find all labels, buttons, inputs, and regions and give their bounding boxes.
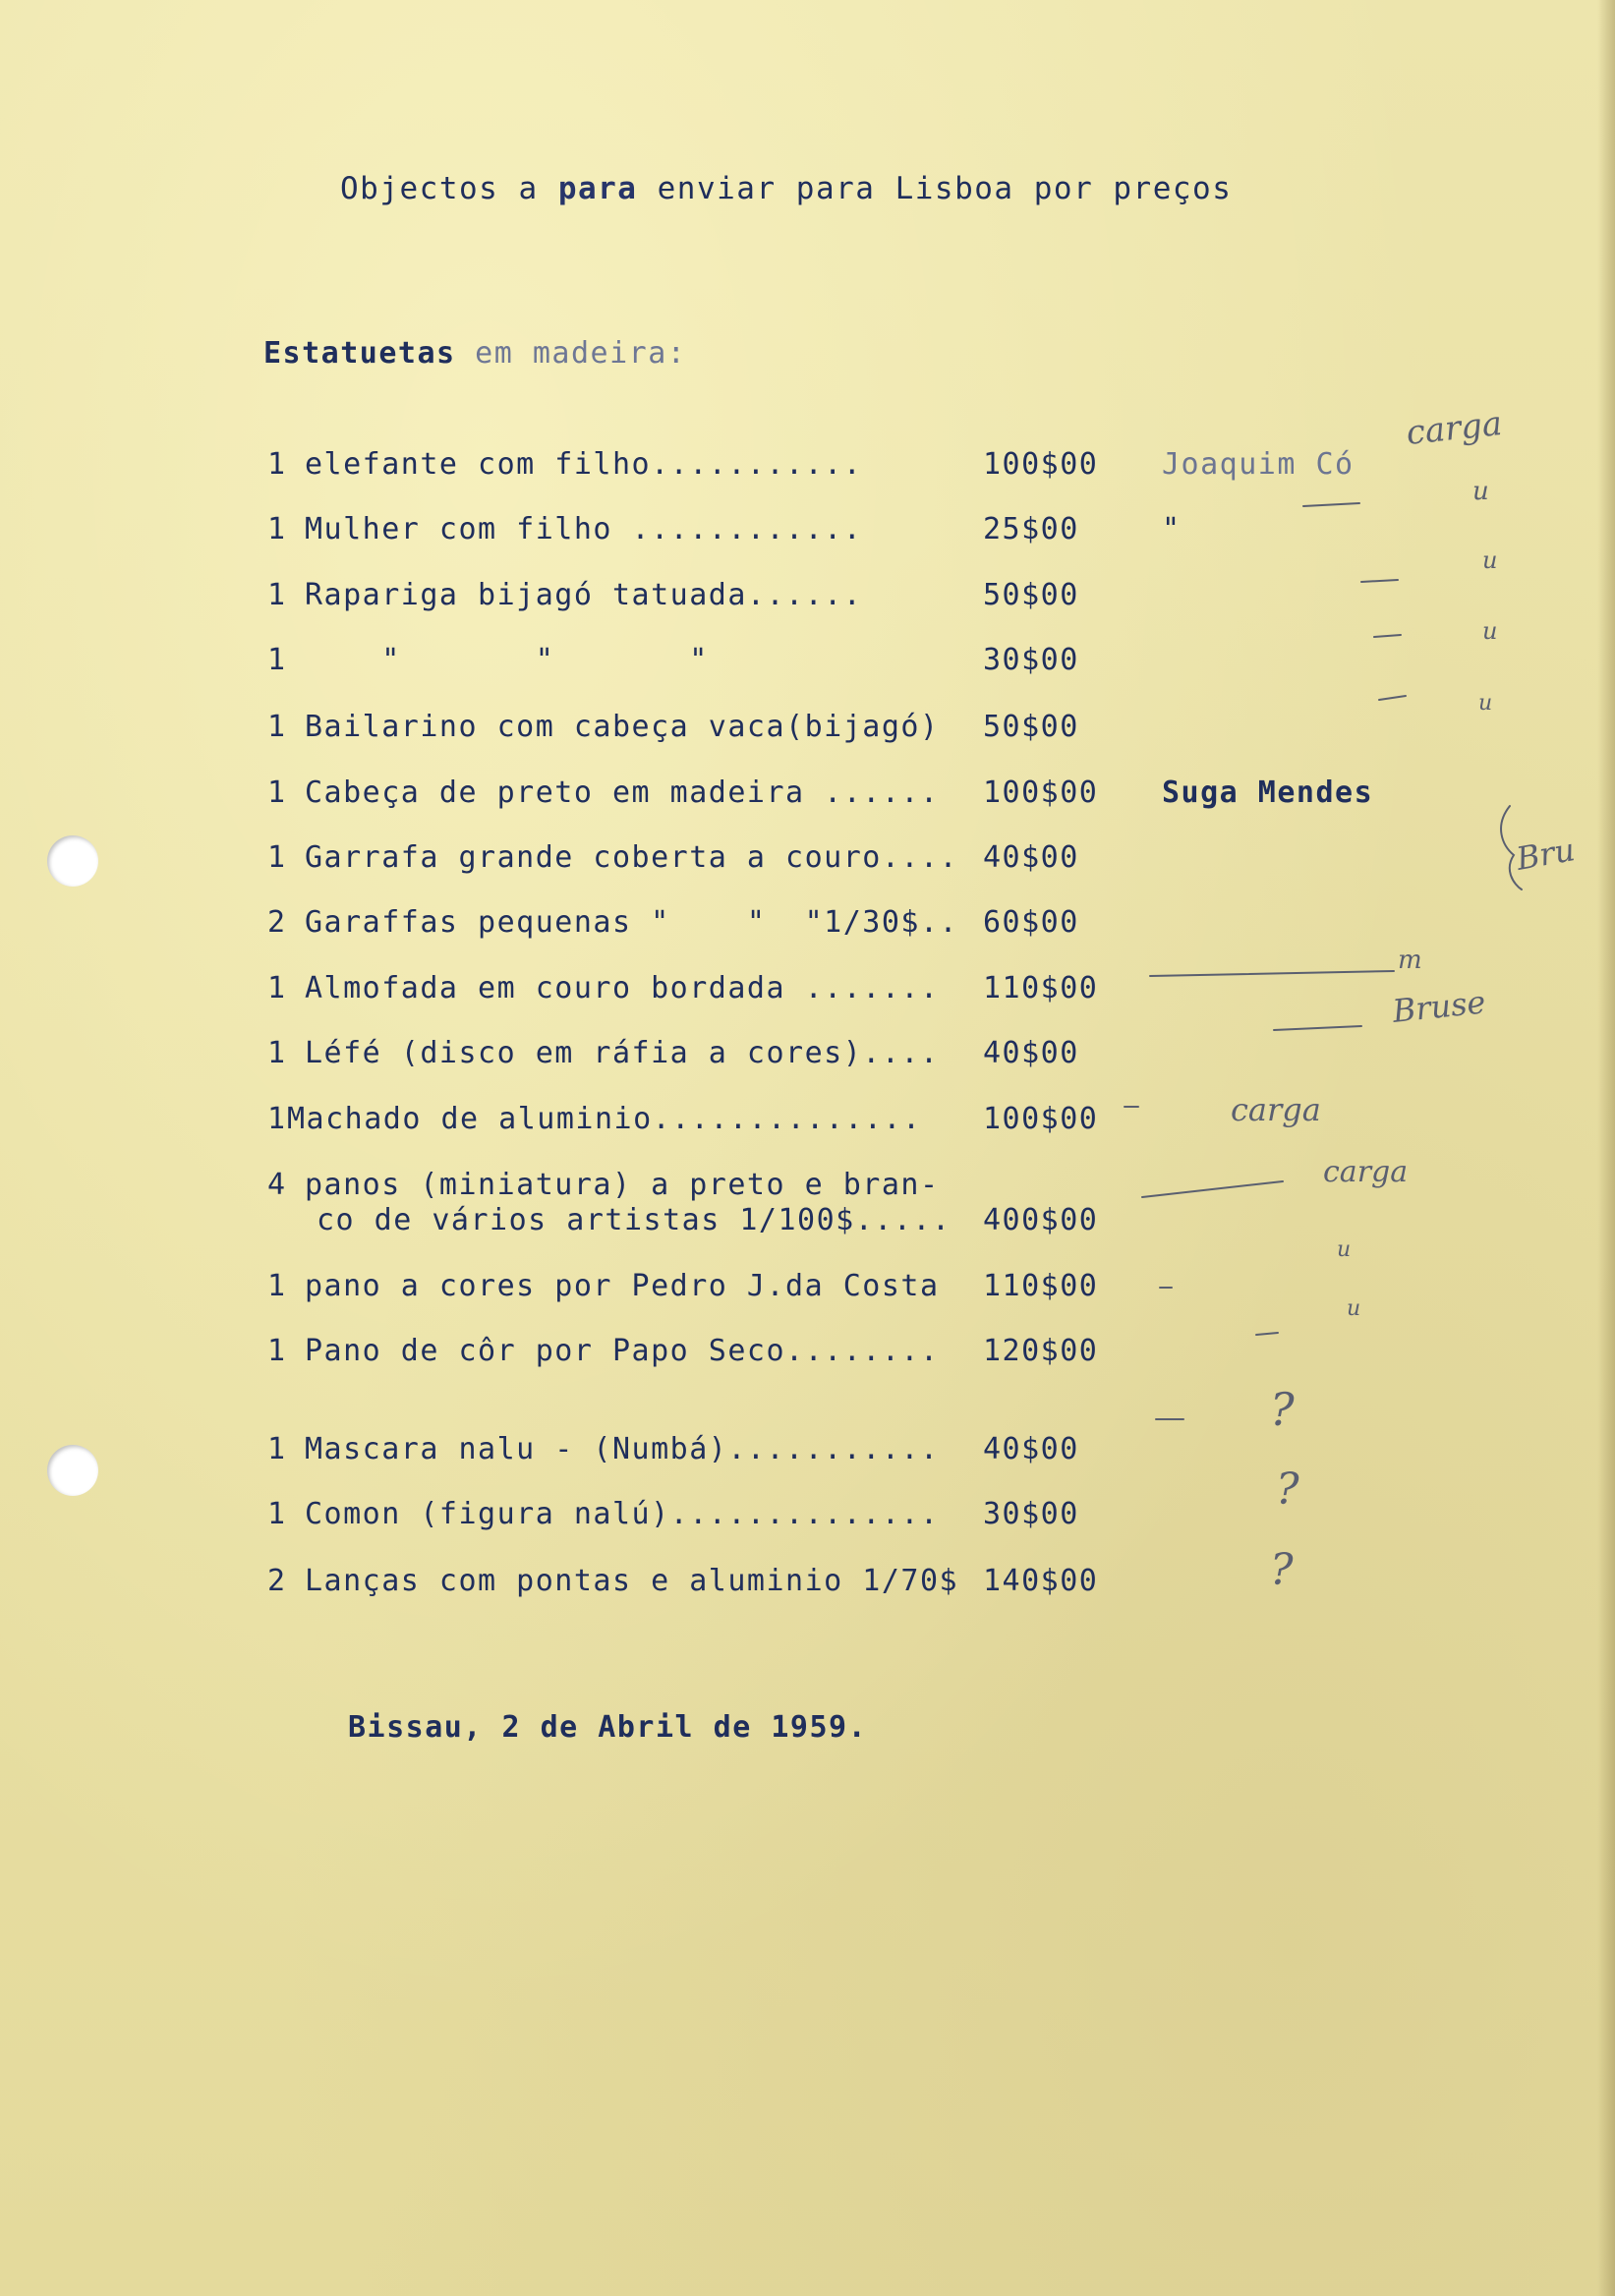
- item-price: 100$00: [983, 775, 1099, 810]
- item-qty: 1: [267, 1334, 287, 1368]
- item-qty: 1: [267, 710, 287, 744]
- item-qty: 1: [267, 971, 287, 1005]
- item-price: 60$00: [983, 905, 1079, 940]
- hand-dash-1: [1303, 503, 1359, 506]
- item-price: 140$00: [983, 1564, 1099, 1598]
- item-price: 100$00: [983, 1102, 1099, 1136]
- item-qty: 1: [267, 1102, 287, 1136]
- item-qty: 1: [267, 775, 287, 810]
- hand-carga-3: carga: [1323, 1155, 1409, 1189]
- hand-line-lefe: [1274, 1026, 1361, 1030]
- item-description: Cabeça de preto em madeira ......: [305, 775, 940, 810]
- hand-bru: Bru: [1513, 831, 1578, 878]
- item-description: Machado de aluminio..............: [287, 1102, 922, 1136]
- item-description: Léfé (disco em ráfia a cores)....: [305, 1036, 940, 1070]
- item-price: 30$00: [983, 1497, 1079, 1531]
- item-price: 40$00: [983, 1036, 1079, 1070]
- item-description: Almofada em couro bordada .......: [305, 971, 940, 1005]
- item-price: 120$00: [983, 1334, 1099, 1368]
- item-description: Comon (figura nalú)..............: [305, 1497, 940, 1531]
- item-note: Joaquim Có: [1162, 447, 1355, 482]
- item-description: Garrafa grande coberta a couro....: [305, 840, 959, 875]
- item-qty: 1: [267, 512, 287, 546]
- hand-ditto-3: u: [1482, 617, 1498, 645]
- hand-ditto-4: u: [1478, 691, 1493, 716]
- item-description: pano a cores por Pedro J.da Costa: [305, 1269, 940, 1303]
- item-price: 50$00: [983, 578, 1079, 612]
- item-price: 100$00: [983, 447, 1099, 482]
- hand-dash-3: [1374, 635, 1401, 637]
- section-heading: Estatuetas em madeira:: [263, 336, 687, 371]
- document-title: Objectos a para enviar para Lisboa por preços: [340, 171, 1233, 206]
- hand-dash-4: [1379, 696, 1406, 700]
- item-price: 110$00: [983, 1269, 1099, 1303]
- item-qty: 2: [267, 905, 287, 940]
- item-price: 40$00: [983, 840, 1079, 875]
- item-price: 400$00: [983, 1203, 1099, 1237]
- item-description: Bailarino com cabeça vaca(bijagó): [305, 710, 940, 744]
- hand-carga-2: carga: [1231, 1091, 1321, 1128]
- hand-ditto-5: u: [1337, 1237, 1352, 1262]
- hand-ditto-1: u: [1472, 477, 1489, 506]
- hand-carga-1: carga: [1404, 403, 1505, 453]
- item-qty: 1: [267, 643, 287, 677]
- hand-question-3: ?: [1270, 1545, 1294, 1595]
- struck-word: para: [557, 171, 638, 206]
- item-price: 110$00: [983, 971, 1099, 1005]
- item-description: " " ": [305, 643, 709, 677]
- item-description: Rapariga bijagó tatuada......: [305, 578, 863, 612]
- hand-ditto-2: u: [1482, 546, 1498, 574]
- hand-question-2: ?: [1276, 1464, 1299, 1515]
- item-qty: 4: [267, 1168, 287, 1202]
- hand-dash-6: [1256, 1333, 1278, 1335]
- item-description: Pano de côr por Papo Seco........: [305, 1334, 940, 1368]
- item-price: 50$00: [983, 710, 1079, 744]
- item-qty: 1: [267, 447, 287, 482]
- item-qty: 1: [267, 1432, 287, 1466]
- item-qty: 1: [267, 840, 287, 875]
- hand-bruse: Bruse: [1390, 983, 1488, 1030]
- item-price: 25$00: [983, 512, 1079, 546]
- item-note: Suga Mendes: [1162, 775, 1374, 810]
- hand-ditto-6: u: [1347, 1296, 1361, 1321]
- hand-line-almofada: [1150, 971, 1394, 976]
- item-qty: 1: [267, 578, 287, 612]
- item-price: 40$00: [983, 1432, 1079, 1466]
- item-qty: 1: [267, 1269, 287, 1303]
- item-description: Lanças com pontas e aluminio 1/70$: [305, 1564, 959, 1598]
- hand-question-1: ?: [1270, 1383, 1295, 1436]
- item-qty: 2: [267, 1564, 287, 1598]
- item-qty: 1: [267, 1497, 287, 1531]
- item-description: Garaffas pequenas " " "1/30$..: [305, 905, 959, 940]
- item-note: ": [1162, 512, 1182, 546]
- item-description-cont: co de vários artistas 1/100$.....: [317, 1203, 952, 1237]
- hand-dash-2: [1361, 580, 1398, 582]
- item-description: panos (miniatura) a preto e bran-: [305, 1168, 940, 1202]
- hand-m: m: [1398, 946, 1422, 975]
- item-qty: 1: [267, 1036, 287, 1070]
- item-description: Mulher com filho ............: [305, 512, 863, 546]
- hand-line-panos: [1142, 1181, 1283, 1197]
- item-description: Mascara nalu - (Numbá)...........: [305, 1432, 940, 1466]
- item-description: elefante com filho...........: [305, 447, 863, 482]
- place-date: Bissau, 2 de Abril de 1959.: [348, 1710, 868, 1745]
- item-price: 30$00: [983, 643, 1079, 677]
